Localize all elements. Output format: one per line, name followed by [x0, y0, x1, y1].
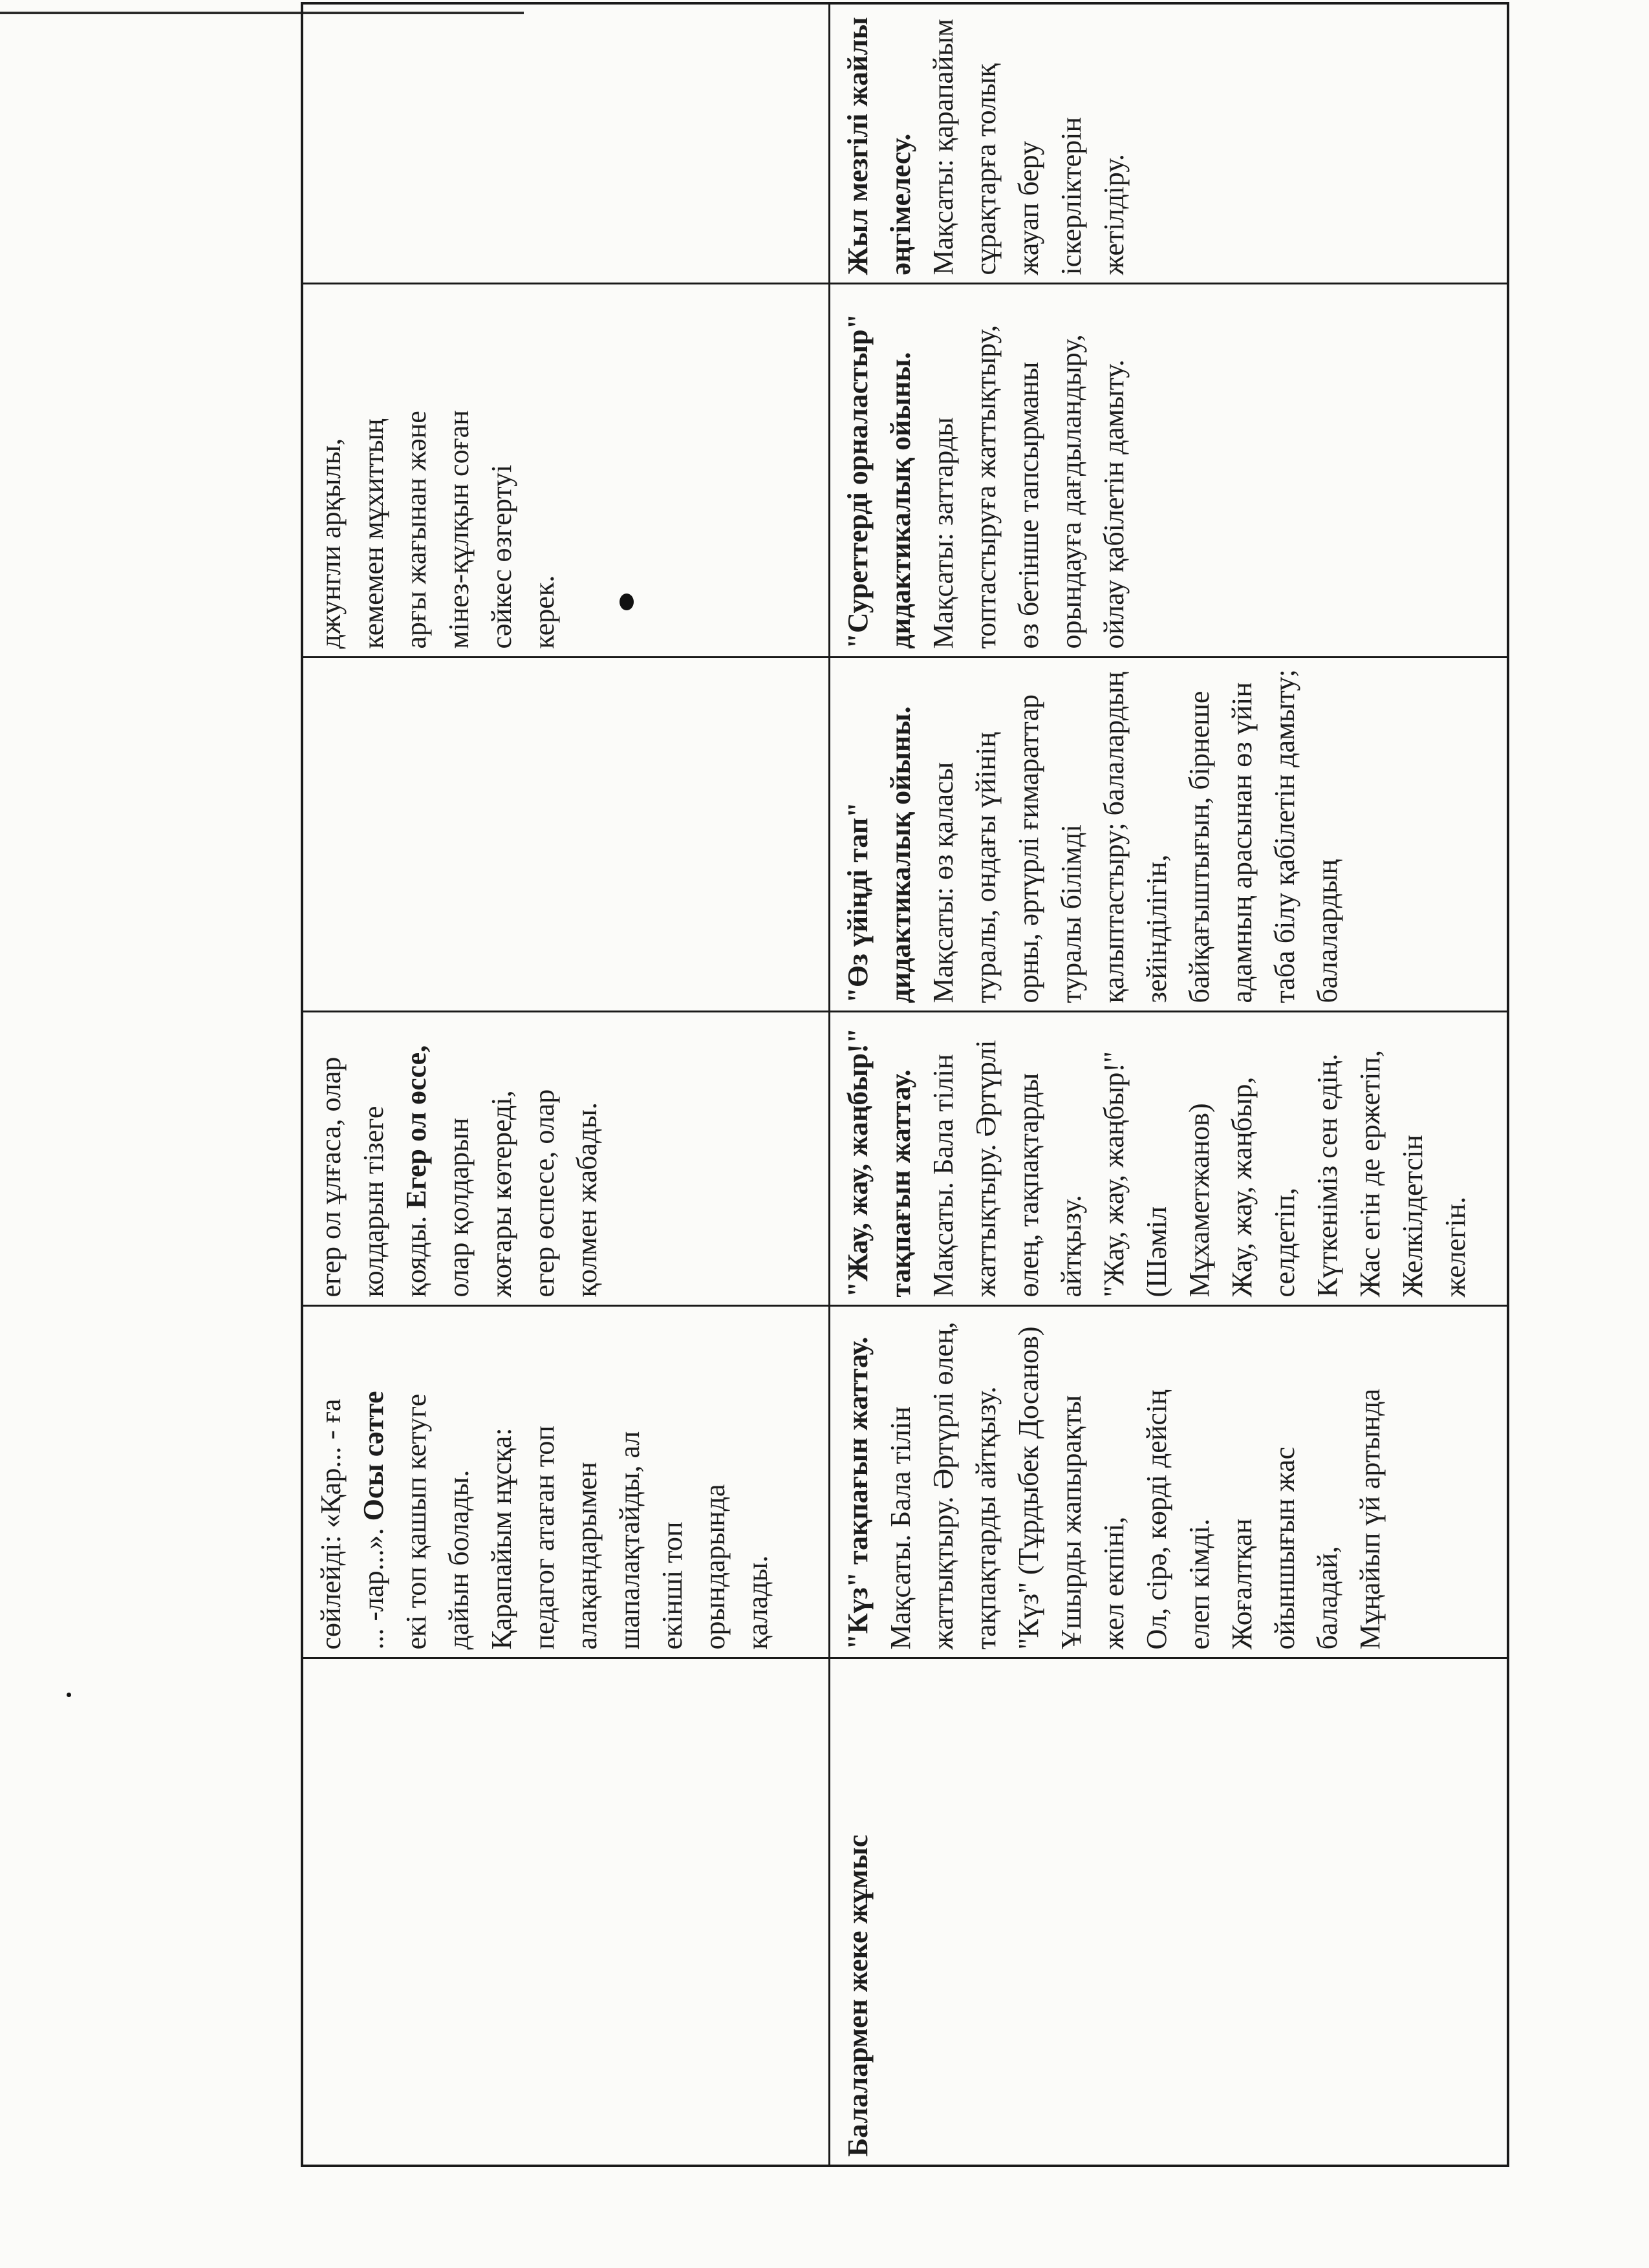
table-row: [829, 3, 1508, 2166]
rotated-page: [301, 5, 1507, 2167]
section-label-cell: Балалармен жеке жұмыс: [829, 1658, 1508, 2166]
table-cell: [302, 3, 829, 284]
table-cell: "Суреттерді орналастыр" дидактикалық ойыны. Мақсаты: заттарды топтастыруға жаттықтыру, өз бетінше тапсырманы орындауға дағдыландыру, ойлау қабілетін дамыту.: [829, 284, 1508, 658]
table-cell: Жыл мезгілі жайлы әңгімелесу. Мақсаты: қарапайым сұрақтарға толық жауап беру іскерліктерін жетілдіру.: [829, 3, 1508, 284]
table-cell: сөйлейді: «Қар... - ға ... -лар...». Осы сәтте екі топ қашып кетуге дайын болады. Қарапайым нұсқа: педагог атаған топ алақандарымен шапалақтайды, ал екінші топ орындарында қалады.: [302, 1306, 829, 1658]
table-row: [302, 3, 829, 2166]
table-cell: егер ол ұлғаса, олар колдарын тізеге қояды. Егер ол өссе, олар қолдарын жоғары көтереді, егер өспесе, олар қолмен жабады.: [302, 1012, 829, 1306]
table-cell: "Жау, жау, жаңбыр!" тақпағын жаттау. Мақсаты. Бала тілін жаттықтыру. Әртүрлі өлең, тақпақтарды айтқызу. "Жау, жау, жаңбыр!" (Шәміл Мұхаметжанов) Жау, жау, жаңбыр, селдетіп, Күткеніміз сен едің. Жас егін де ержетіп, Желкілдетсін желегін.: [829, 1012, 1508, 1306]
table-cell: джунгли арқылы, кемемен мұхиттың арғы жағынан және мінез-құлқын соған сәйкес өзгертуі керек.: [302, 284, 829, 658]
table-cell: "Күз" тақпағын жаттау. Мақсаты. Бала тілін жаттықтыру. Әртүрлі өлең, тақпақтарды айтқызу. "Күз" (Тұрдыбек Досанов) Ұшырды жапырақты жел екпіні, Ол, сірә, көрді дейсің елеп кімді. Жоғалтқан ойыншығын жас баладай, Мұңайып үй артында: [829, 1306, 1508, 1658]
plan-table: [301, 2, 1509, 2167]
table-cell: [302, 658, 829, 1012]
section-label-cell: [302, 1658, 829, 2166]
table-cell: "Өз үйіңді тап" дидактикалық ойыны. Мақсаты: өз қаласы туралы, ондағы үйінің орны, әртүрлі ғимараттар туралы білімді қалыптастыру; балалардың зейінділігін, байқағыштығын, бірнеше адамның арасынан өз үйін таба білу қабілетін дамыту; балалардың: [829, 658, 1508, 1012]
scan-speck: [67, 1693, 71, 1697]
